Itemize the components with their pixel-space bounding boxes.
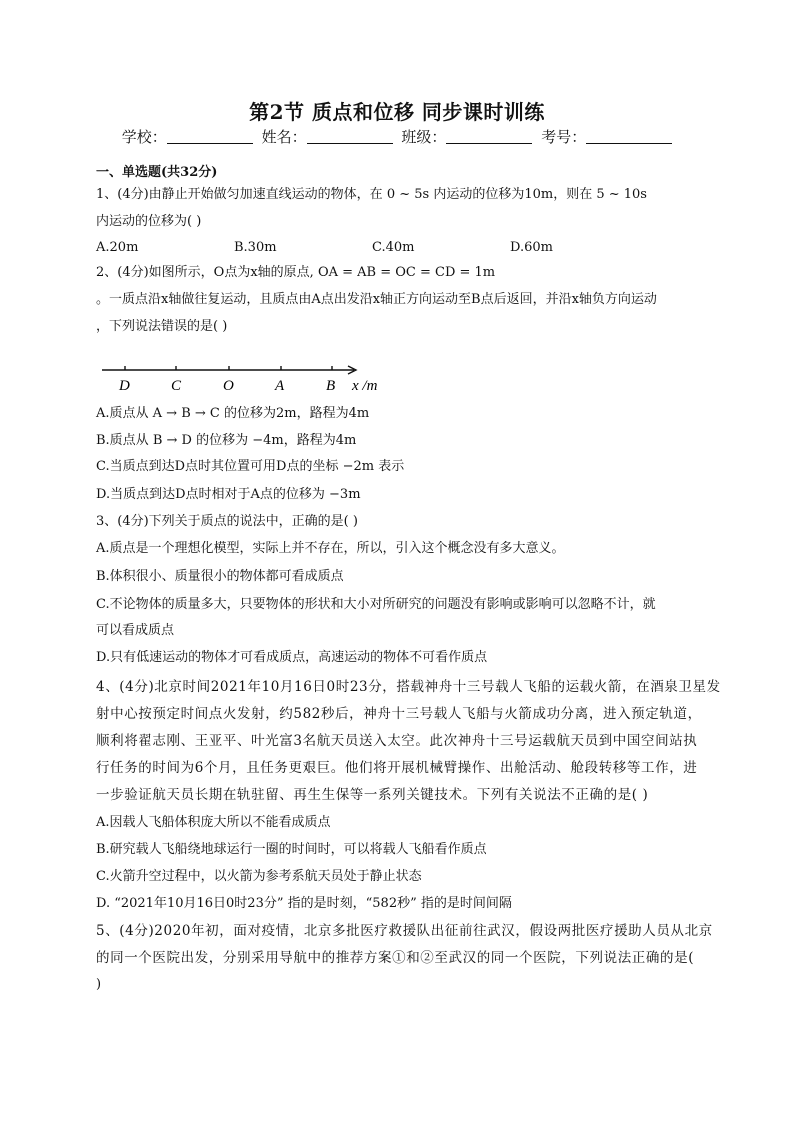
school-blank[interactable] <box>167 129 253 144</box>
axis-unit-label: x /m <box>352 378 378 394</box>
question-2-option-a[interactable]: A.质点从 A → B → C 的位移为2m，路程为4m <box>96 406 370 421</box>
label-a: A <box>275 378 285 394</box>
question-2-stem-line-3: ，下列说法错误的是( ) <box>96 319 228 334</box>
question-1-option-a[interactable]: A.20m <box>96 240 139 255</box>
question-4-stem-line-4: 行任务的时间为6个月，且任务更艰巨。他们将开展机械臂操作、出舱活动、舱段转移等工作，进 <box>96 760 698 776</box>
class-blank[interactable] <box>446 129 532 144</box>
question-4-stem-line-1: 4、(4分)北京时间2021年10月16日0时23分，搭载神舟十三号载人飞船的运载火箭，在酒泉卫星发 <box>96 679 721 695</box>
question-1-options <box>96 240 696 258</box>
id-label: 考号： <box>541 128 587 146</box>
question-3-stem: 3、(4分)下列关于质点的说法中，正确的是( ) <box>96 514 358 529</box>
question-4-option-c[interactable]: C.火箭升空过程中，以火箭为参考系航天员处于静止状态 <box>96 869 422 884</box>
student-info-row <box>0 126 794 147</box>
question-4-stem-line-2: 射中心按预定时间点火发射，约582秒后，神舟十三号载人飞船与火箭成功分离，进入预定轨道， <box>96 706 702 722</box>
question-5-stem-line-2: 的同一个医院出发，分别采用导航中的推荐方案①和②至武汉的同一个医院，下列说法正确的是( <box>96 950 695 966</box>
question-2-option-d[interactable]: D.当质点到达D点时相对于A点的位移为 −3m <box>96 487 361 502</box>
question-1-option-b[interactable]: B.30m <box>234 240 277 255</box>
question-1-stem-line-1: 1、(4分)由静止开始做匀加速直线运动的物体，在 0 ~ 5s 内运动的位移为10m，则在 5 ~ 10s <box>96 187 647 202</box>
question-4-option-b[interactable]: B.研究载人飞船绕地球运行一圈的时间时，可以将载人飞船看作质点 <box>96 842 487 857</box>
question-5-stem-line-3: ) <box>96 977 102 992</box>
label-o: O <box>223 378 234 394</box>
question-2-stem-line-2: 。一质点沿x轴做往复运动，且质点由A点出发沿x轴正方向运动至B点后返回，并沿x轴负方向运动 <box>96 292 657 307</box>
question-3-option-a[interactable]: A.质点是一个理想化模型，实际上并不存在，所以，引入这个概念没有多大意义。 <box>96 541 565 556</box>
question-5-stem-line-1: 5、(4分)2020年初，面对疫情，北京多批医疗救援队出征前往武汉，假设两批医疗援助人员从北京 <box>96 923 713 939</box>
section-heading: 一、单选题(共32分) <box>96 165 218 180</box>
label-c: C <box>171 378 182 394</box>
question-1-stem-line-2: 内运动的位移为( ) <box>96 214 202 229</box>
question-3-option-b[interactable]: B.体积很小、质量很小的物体都可看成质点 <box>96 569 344 584</box>
question-4-option-d[interactable]: D. “2021年10月16日0时23分” 指的是时刻，“582秒” 指的是时间间隔 <box>96 896 512 911</box>
id-blank[interactable] <box>586 129 672 144</box>
name-blank[interactable] <box>307 129 393 144</box>
question-2-stem-line-1: 2、(4分)如图所示，O点为x轴的原点, OA = AB = OC = CD = 1m <box>96 265 496 280</box>
question-2-option-b[interactable]: B.质点从 B → D 的位移为 −4m，路程为4m <box>96 433 357 448</box>
label-d: D <box>119 378 130 394</box>
question-1-option-c[interactable]: C.40m <box>372 240 415 255</box>
x-axis-figure <box>96 360 406 400</box>
question-4-stem-line-5: 一步验证航天员长期在轨驻留、再生生保等一系列关键技术。下列有关说法不正确的是( ) <box>96 787 649 803</box>
question-4-option-a[interactable]: A.因载人飞船体积庞大所以不能看成质点 <box>96 815 331 830</box>
class-label: 班级： <box>401 128 447 146</box>
question-3-option-c[interactable]: C.不论物体的质量多大，只要物体的形状和大小对所研究的问题没有影响或影响可以忽略不计，就 <box>96 597 656 612</box>
name-label: 姓名： <box>261 128 307 146</box>
school-label: 学校： <box>121 128 167 146</box>
question-4-stem-line-3: 顺利将翟志刚、王亚平、叶光富3名航天员送入太空。此次神舟十三号运载航天员到中国空间站执 <box>96 733 698 749</box>
question-3-option-c-cont: 可以看成质点 <box>96 623 175 638</box>
label-b: B <box>326 378 336 394</box>
page-title: 第2节 质点和位移 同步课时训练 <box>249 100 545 124</box>
question-1-option-d[interactable]: D.60m <box>510 240 553 255</box>
question-3-option-d[interactable]: D.只有低速运动的物体才可看成质点，高速运动的物体不可看作质点 <box>96 650 488 665</box>
question-2-option-c[interactable]: C.当质点到达D点时其位置可用D点的坐标 −2m 表示 <box>96 459 405 474</box>
